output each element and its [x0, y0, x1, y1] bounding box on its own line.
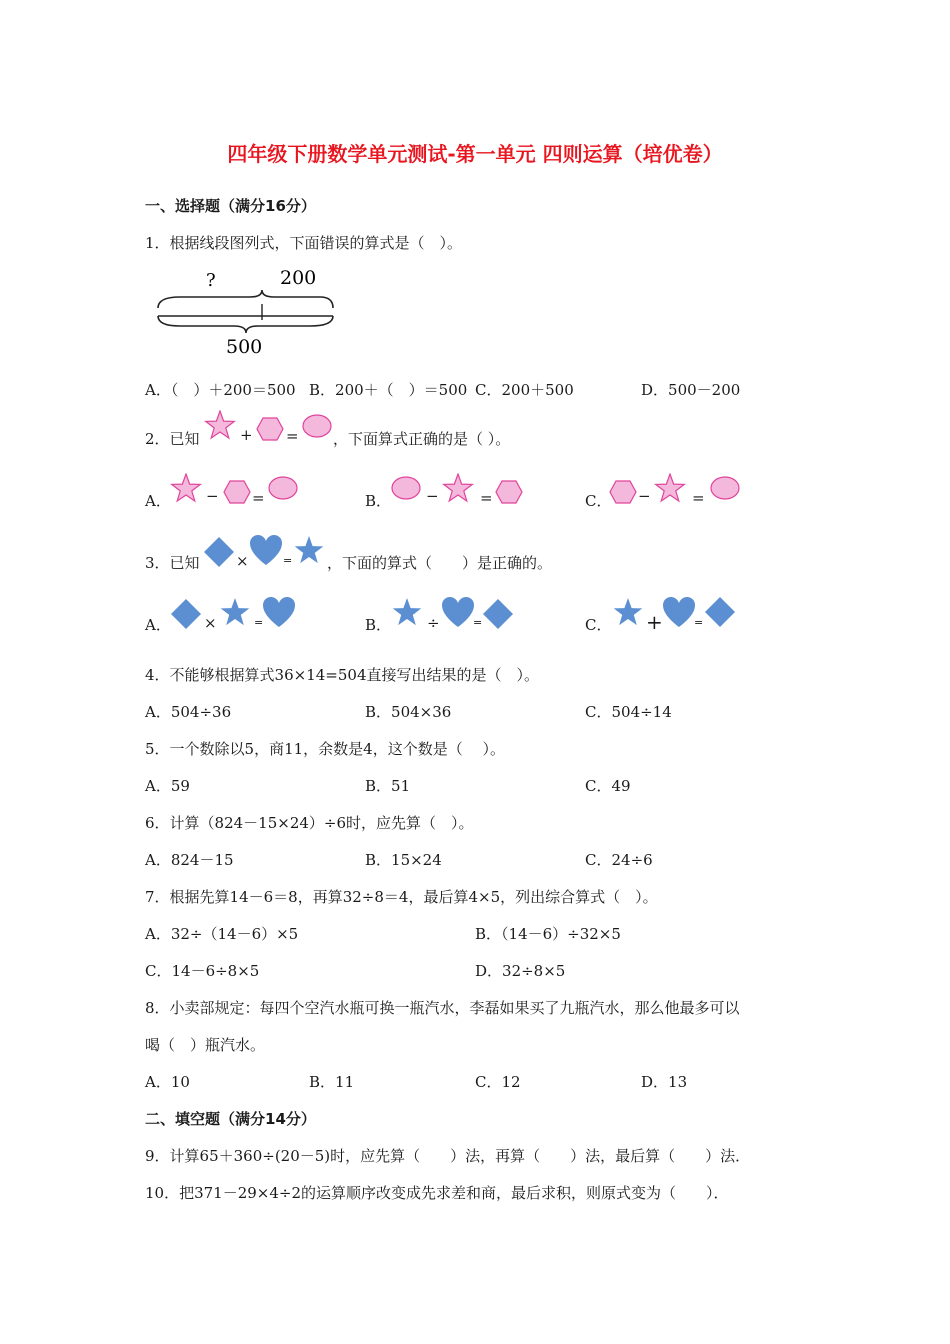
heart-icon	[250, 535, 282, 566]
equals-sign: =	[283, 554, 293, 567]
equals-sign: =	[480, 489, 493, 507]
q7-option-d[interactable]: D．32÷8×5	[475, 962, 566, 980]
question-2-suffix: ，下面算式正确的是（ ）。	[333, 430, 511, 448]
q6-option-b[interactable]: B．15×24	[365, 851, 442, 869]
q2-option-c-label[interactable]: C．	[585, 492, 612, 510]
q6-option-a[interactable]: A．824－15	[145, 851, 234, 869]
star-icon	[612, 597, 644, 627]
hexagon-icon	[255, 416, 285, 442]
heart-icon	[442, 597, 474, 628]
q3-option-a-label[interactable]: A．	[145, 616, 171, 634]
question-3-prefix: 3．已知	[145, 554, 200, 572]
heart-icon	[263, 597, 295, 628]
question-2-prefix: 2．已知	[145, 430, 200, 448]
hexagon-icon	[608, 479, 638, 505]
heart-icon	[663, 597, 695, 628]
question-10: 10．把371－29×4÷2的运算顺序改变成先求差和商，最后求积，则原式变为（ ）．	[145, 1184, 729, 1202]
q1-option-c[interactable]: C．200＋500	[475, 381, 574, 399]
star-icon	[442, 473, 474, 503]
question-8-line-1: 8．小卖部规定：每四个空汽水瓶可换一瓶汽水，李磊如果买了九瓶汽水，那么他最多可以	[145, 999, 740, 1017]
section-1-heading: 一、选择题（满分16分）	[145, 197, 316, 215]
minus-sign: −	[638, 487, 651, 505]
q8-option-b[interactable]: B．11	[309, 1073, 355, 1091]
q6-option-c[interactable]: C．24÷6	[585, 851, 653, 869]
question-1: 1．根据线段图列式，下面错误的算式是（ ）。	[145, 234, 463, 252]
star-icon	[391, 597, 423, 627]
question-7: 7．根据先算14－6＝8，再算32÷8＝4，最后算4×5，列出综合算式（ ）。	[145, 888, 658, 906]
star-icon	[293, 535, 325, 565]
divide-sign: ÷	[427, 614, 440, 632]
question-4: 4．不能够根据算式36×14=504直接写出结果的是（ ）。	[145, 666, 539, 684]
star-icon	[170, 473, 202, 503]
q5-option-c[interactable]: C．49	[585, 777, 631, 795]
q5-option-a[interactable]: A．59	[145, 777, 190, 795]
oval-icon	[391, 475, 421, 501]
q7-option-a[interactable]: A．32÷（14－6）×5	[145, 925, 299, 943]
plus-sign: +	[240, 426, 253, 444]
times-sign: ×	[204, 614, 217, 632]
minus-sign: −	[426, 487, 439, 505]
q8-option-c[interactable]: C．12	[475, 1073, 521, 1091]
segment-diagram	[150, 260, 340, 360]
q4-option-c[interactable]: C．504÷14	[585, 703, 672, 721]
star-icon	[654, 473, 686, 503]
oval-icon	[268, 475, 298, 501]
plus-sign: +	[646, 610, 663, 634]
hexagon-icon	[222, 479, 252, 505]
unknown-label: ?	[206, 270, 216, 291]
q8-option-a[interactable]: A．10	[145, 1073, 190, 1091]
q4-option-b[interactable]: B．504×36	[365, 703, 452, 721]
equals-sign: =	[252, 489, 265, 507]
q7-option-c[interactable]: C．14－6÷8×5	[145, 962, 260, 980]
diamond-icon	[482, 598, 514, 630]
q7-option-b[interactable]: B．（14－6）÷32×5	[475, 925, 621, 943]
q2-option-a-label[interactable]: A．	[145, 492, 171, 510]
star-icon	[219, 597, 251, 627]
q1-option-d[interactable]: D．500－200	[641, 381, 741, 399]
q8-option-d[interactable]: D．13	[641, 1073, 688, 1091]
q1-option-b[interactable]: B．200＋（ ）＝500	[309, 381, 468, 399]
diamond-icon	[203, 536, 235, 568]
equals-sign: =	[694, 616, 704, 629]
equals-sign: =	[286, 427, 299, 445]
question-3-suffix: ，下面的算式（ ）是正确的。	[327, 554, 553, 572]
q5-option-b[interactable]: B．51	[365, 777, 411, 795]
oval-icon	[710, 475, 740, 501]
question-8-line-2: 喝（ ）瓶汽水。	[145, 1036, 266, 1054]
question-9: 9．计算65＋360÷(20－5)时，应先算（ ）法，再算（ ）法，最后算（ ）法．	[145, 1147, 751, 1165]
minus-sign: −	[206, 487, 219, 505]
question-5: 5．一个数除以5，商11，余数是4，这个数是（ ）。	[145, 740, 505, 758]
total-label: 500	[226, 336, 263, 358]
oval-icon	[302, 413, 332, 439]
section-2-heading: 二、填空题（满分14分）	[145, 1110, 316, 1128]
q3-option-b-label[interactable]: B．	[365, 616, 392, 634]
equals-sign: =	[692, 489, 705, 507]
q4-option-a[interactable]: A．504÷36	[145, 703, 232, 721]
q1-option-a[interactable]: A．（ ）＋200＝500	[145, 381, 296, 399]
equals-sign: =	[254, 616, 264, 629]
diamond-icon	[170, 598, 202, 630]
diamond-icon	[704, 596, 736, 628]
q3-option-c-label[interactable]: C．	[585, 616, 612, 634]
question-6: 6．计算（824－15×24）÷6时，应先算（ ）。	[145, 814, 474, 832]
equals-sign: =	[473, 616, 483, 629]
star-icon	[204, 410, 236, 440]
hexagon-icon	[494, 479, 524, 505]
page-title: 四年级下册数学单元测试-第一单元 四则运算（培优卷）	[227, 142, 723, 166]
q2-option-b-label[interactable]: B．	[365, 492, 392, 510]
times-sign: ×	[236, 552, 249, 570]
top-value-label: 200	[280, 267, 317, 289]
